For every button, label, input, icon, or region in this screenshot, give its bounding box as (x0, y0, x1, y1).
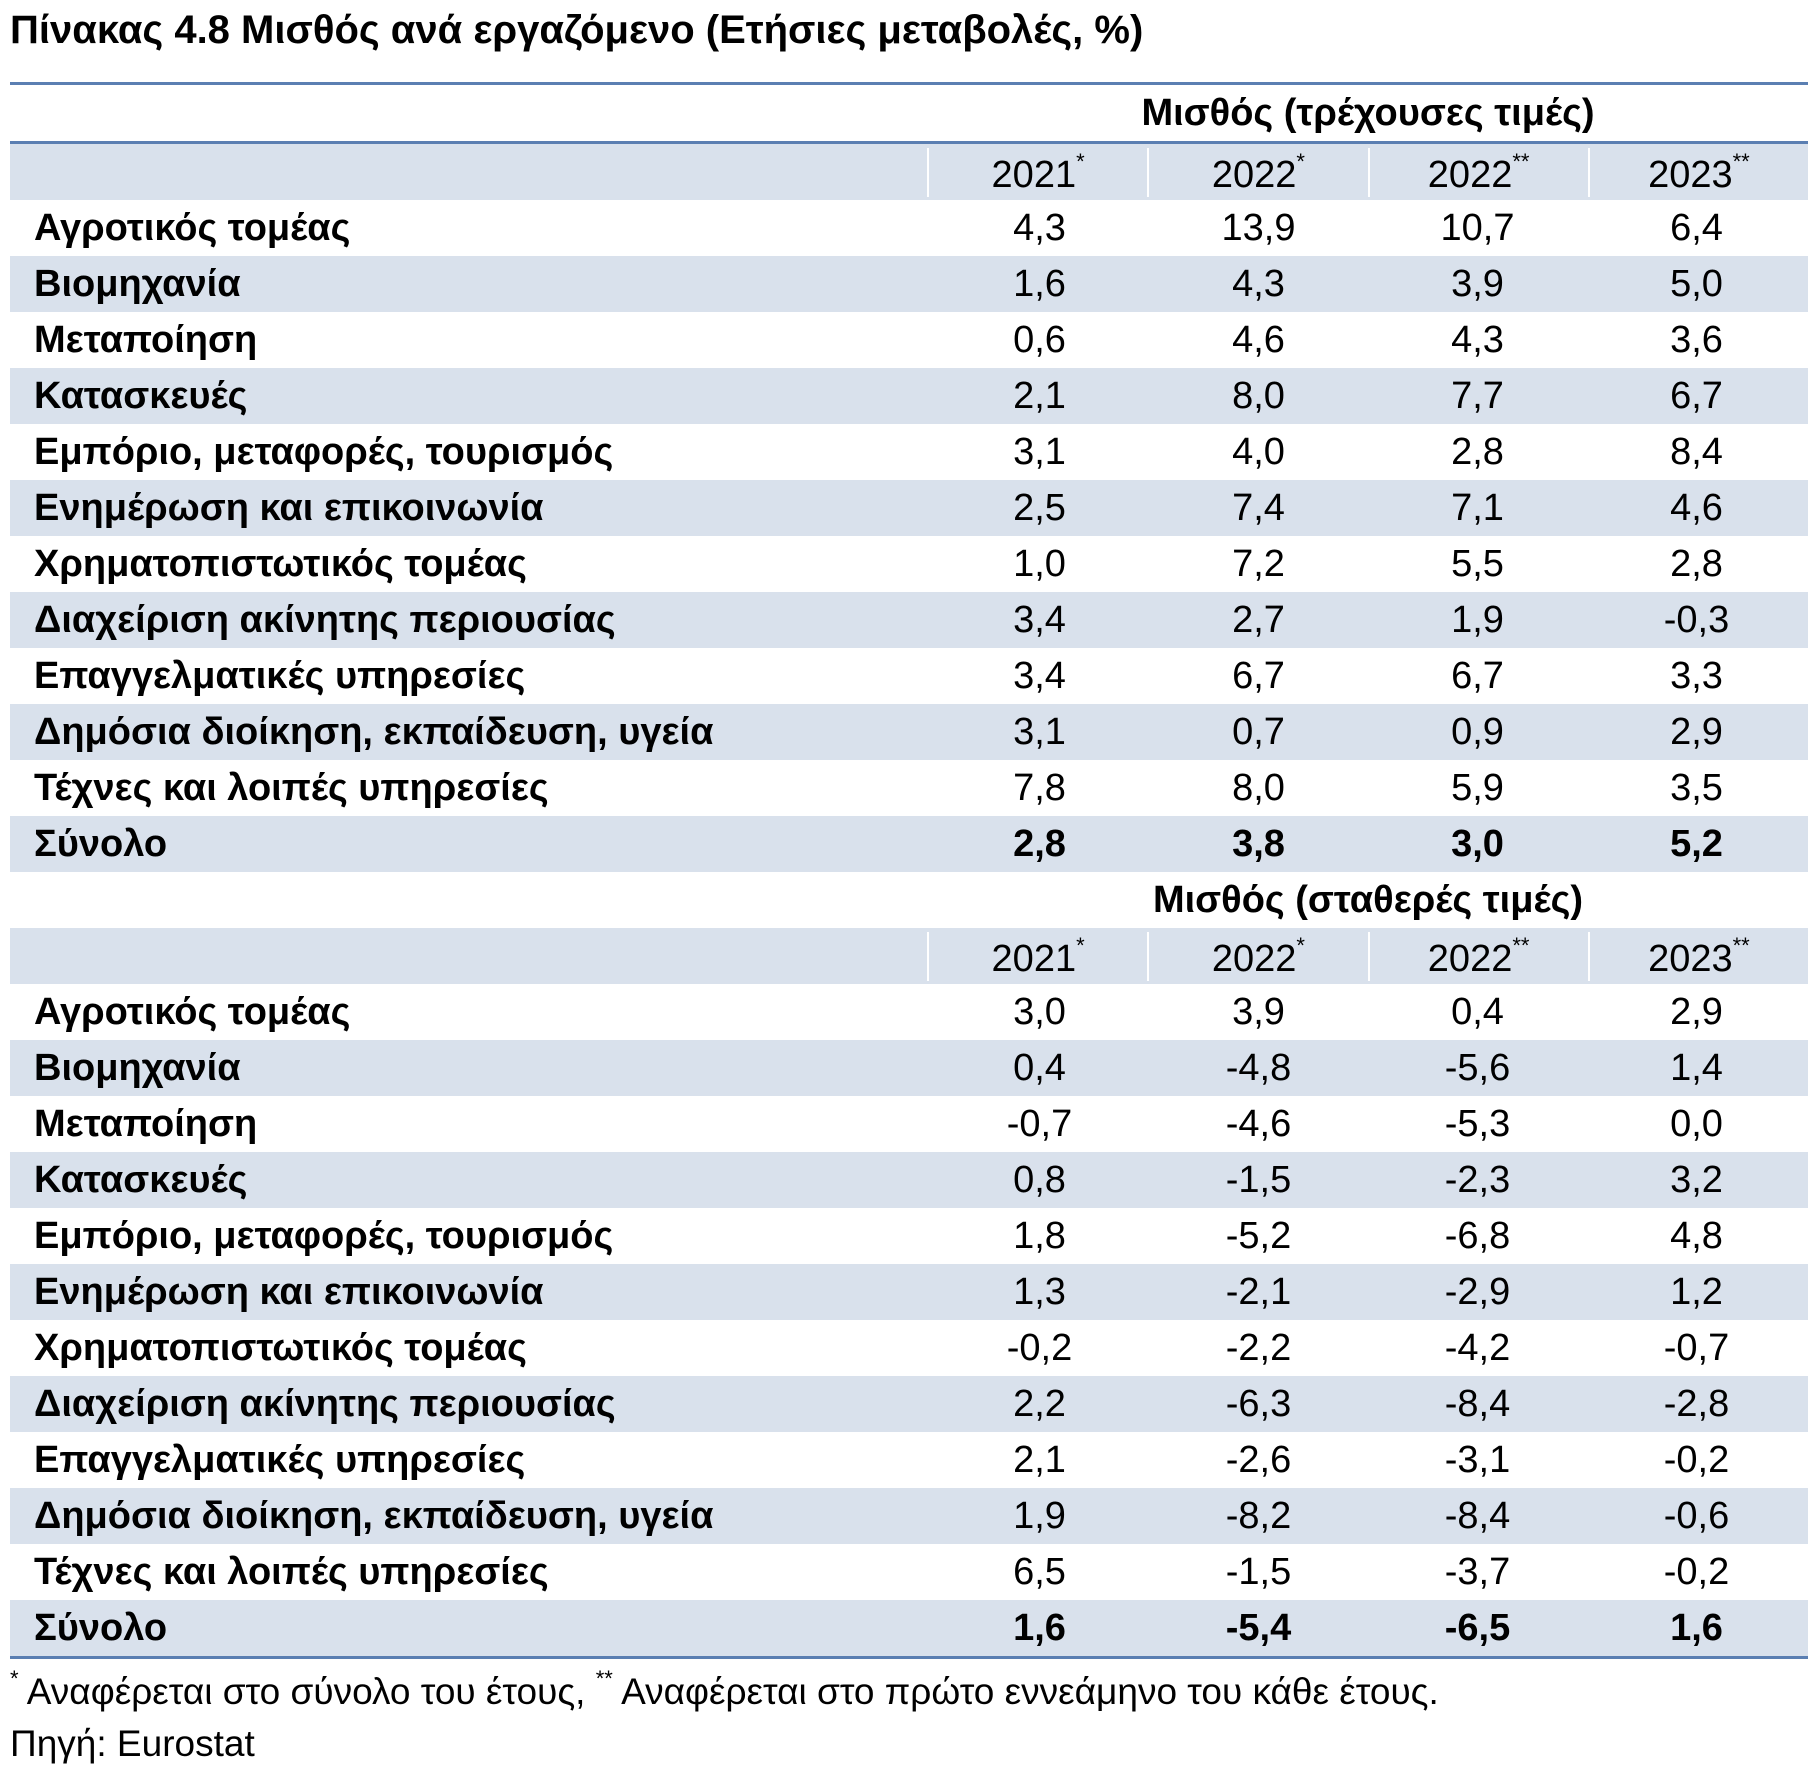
table-cell: 6,7 (1451, 654, 1504, 697)
table-cell: 4,0 (1232, 430, 1285, 473)
table-cell: -0,2 (1663, 1550, 1730, 1593)
table-cell: -0,7 (1663, 1326, 1730, 1369)
table-cell: -6,8 (1444, 1214, 1511, 1257)
table-cell: 5,5 (1451, 542, 1504, 585)
column-header: 2022** (1368, 932, 1588, 981)
table-cell: 1,4 (1670, 1046, 1723, 1089)
table-cell: 2,8 (1451, 430, 1504, 473)
row-label: Εμπόριο, μεταφορές, τουρισμός (34, 430, 614, 473)
table-cell: -2,3 (1444, 1158, 1511, 1201)
table-cell: -3,1 (1444, 1438, 1511, 1481)
table-row (10, 1040, 1808, 1096)
column-header: 2023** (1588, 932, 1808, 981)
table-row (10, 1488, 1808, 1544)
table-cell: -2,1 (1225, 1270, 1292, 1313)
row-label: Ενημέρωση και επικοινωνία (34, 1270, 544, 1313)
row-label: Διαχείριση ακίνητης περιουσίας (34, 1382, 616, 1425)
section-title: Μισθός (σταθερές τιμές) (1152, 878, 1584, 921)
row-label: Κατασκευές (34, 1158, 248, 1201)
table-cell: 1,3 (1013, 1270, 1066, 1313)
table-row (10, 1096, 1808, 1152)
table-cell: 4,6 (1232, 318, 1285, 361)
table-cell: -4,8 (1225, 1046, 1292, 1089)
row-label: Κατασκευές (34, 374, 248, 417)
row-label: Εμπόριο, μεταφορές, τουρισμός (34, 1214, 614, 1257)
table-cell: 4,8 (1670, 1214, 1723, 1257)
table-cell: 1,6 (1670, 1606, 1723, 1649)
bottom-rule (10, 1656, 1808, 1659)
table-cell: -4,6 (1225, 1102, 1292, 1145)
table-cell: 3,0 (1013, 990, 1066, 1033)
row-label: Ενημέρωση και επικοινωνία (34, 486, 544, 529)
table-cell: 3,9 (1451, 262, 1504, 305)
table-cell: 10,7 (1440, 206, 1515, 249)
table-cell: -0,2 (1006, 1326, 1073, 1369)
table-cell: 0,4 (1013, 1046, 1066, 1089)
table-cell: 2,1 (1013, 1438, 1066, 1481)
table-cell: -5,4 (1225, 1606, 1292, 1649)
table-cell: 3,1 (1013, 710, 1066, 753)
table-cell: 13,9 (1221, 206, 1296, 249)
table-cell: -6,3 (1225, 1382, 1292, 1425)
row-label: Επαγγελματικές υπηρεσίες (34, 654, 526, 697)
row-label: Δημόσια διοίκηση, εκπαίδευση, υγεία (34, 1494, 714, 1537)
table-cell: -5,3 (1444, 1102, 1511, 1145)
table-row (10, 1208, 1808, 1264)
table-cell: 3,5 (1670, 766, 1723, 809)
row-label: Επαγγελματικές υπηρεσίες (34, 1438, 526, 1481)
table-cell: 6,5 (1013, 1550, 1066, 1593)
table-cell: 2,8 (1013, 822, 1066, 865)
table-row (10, 312, 1808, 368)
row-label: Σύνολο (34, 822, 168, 865)
table-row (10, 368, 1808, 424)
table-row (10, 200, 1808, 256)
table-cell: 5,9 (1451, 766, 1504, 809)
table-cell: -0,7 (1006, 1102, 1073, 1145)
table-cell: -2,6 (1225, 1438, 1292, 1481)
row-label: Τέχνες και λοιπές υπηρεσίες (34, 766, 549, 809)
table-cell: 2,9 (1670, 710, 1723, 753)
table-cell: 4,3 (1013, 206, 1066, 249)
column-header: 2022* (1147, 148, 1367, 197)
table-cell: 1,9 (1451, 598, 1504, 641)
table-cell: 8,0 (1232, 766, 1285, 809)
table-row (10, 1152, 1808, 1208)
table-row (10, 1320, 1808, 1376)
table-row (10, 592, 1808, 648)
table-cell: 7,4 (1232, 486, 1285, 529)
table-cell: 5,0 (1670, 262, 1723, 305)
table-row (10, 1376, 1808, 1432)
table-row (10, 648, 1808, 704)
table-cell: 0,8 (1013, 1158, 1066, 1201)
table-cell: -1,5 (1225, 1550, 1292, 1593)
table-cell: 0,4 (1451, 990, 1504, 1033)
row-label: Χρηματοπιστωτικός τομέας (34, 1326, 527, 1369)
table-cell: -2,2 (1225, 1326, 1292, 1369)
table-cell: 8,4 (1670, 430, 1723, 473)
table-cell: 6,7 (1670, 374, 1723, 417)
row-label: Βιομηχανία (34, 262, 241, 305)
table-cell: -4,2 (1444, 1326, 1511, 1369)
source-note: Πηγή: Eurostat (10, 1723, 255, 1764)
row-label: Χρηματοπιστωτικός τομέας (34, 542, 527, 585)
table-cell: 7,1 (1451, 486, 1504, 529)
table-cell: 6,4 (1670, 206, 1723, 249)
column-header: 2021* (927, 148, 1147, 197)
column-header: 2021* (927, 932, 1147, 981)
column-header: 2022** (1368, 148, 1588, 197)
table-cell: 3,1 (1013, 430, 1066, 473)
table-cell: 2,9 (1670, 990, 1723, 1033)
table-cell: 1,0 (1013, 542, 1066, 585)
row-label: Αγροτικός τομέας (34, 206, 351, 249)
table-cell: -6,5 (1444, 1606, 1511, 1649)
column-header: 2022* (1147, 932, 1367, 981)
table-cell: 0,0 (1670, 1102, 1723, 1145)
table-cell: 4,3 (1232, 262, 1285, 305)
total-row (10, 816, 1808, 872)
table-cell: 0,6 (1013, 318, 1066, 361)
table-cell: 1,6 (1013, 1606, 1066, 1649)
table-cell: -8,4 (1444, 1382, 1511, 1425)
table-cell: 2,7 (1232, 598, 1285, 641)
table-cell: 3,3 (1670, 654, 1723, 697)
table-row (10, 984, 1808, 1040)
row-label: Τέχνες και λοιπές υπηρεσίες (34, 1550, 549, 1593)
column-header-row (10, 928, 1808, 984)
table-cell: 3,4 (1013, 654, 1066, 697)
table-cell: 4,6 (1670, 486, 1723, 529)
table-cell: 2,5 (1013, 486, 1066, 529)
table-cell: 7,7 (1451, 374, 1504, 417)
footnote (10, 1666, 1439, 1770)
total-row (10, 1600, 1808, 1656)
table-cell: 7,8 (1013, 766, 1066, 809)
row-label: Σύνολο (34, 1606, 168, 1649)
table-cell: 3,0 (1451, 822, 1504, 865)
wage-table (10, 82, 1808, 1659)
table-row (10, 424, 1808, 480)
table-cell: 1,2 (1670, 1270, 1723, 1313)
row-label: Μεταποίηση (34, 318, 258, 361)
row-label: Διαχείριση ακίνητης περιουσίας (34, 598, 616, 641)
table-cell: 4,3 (1451, 318, 1504, 361)
table-cell: -3,7 (1444, 1550, 1511, 1593)
table-cell: -0,6 (1663, 1494, 1730, 1537)
table-cell: -8,2 (1225, 1494, 1292, 1537)
table-cell: 2,8 (1670, 542, 1723, 585)
table-cell: 7,2 (1232, 542, 1285, 585)
table-cell: -0,3 (1663, 598, 1730, 641)
table-cell: 3,2 (1670, 1158, 1723, 1201)
table-cell: -5,6 (1444, 1046, 1511, 1089)
table-cell: 1,8 (1013, 1214, 1066, 1257)
section-title: Μισθός (τρέχουσες τιμές) (1141, 91, 1595, 134)
table-row (10, 536, 1808, 592)
table-cell: 0,9 (1451, 710, 1504, 753)
section-header (10, 872, 1808, 928)
table-cell: 6,7 (1232, 654, 1285, 697)
table-row (10, 704, 1808, 760)
row-label: Δημόσια διοίκηση, εκπαίδευση, υγεία (34, 710, 714, 753)
table-cell: 3,4 (1013, 598, 1066, 641)
table-cell: 5,2 (1670, 822, 1723, 865)
table-cell: -2,9 (1444, 1270, 1511, 1313)
row-label: Μεταποίηση (34, 1102, 258, 1145)
table-row (10, 256, 1808, 312)
table-row (10, 480, 1808, 536)
table-row (10, 1432, 1808, 1488)
row-label: Βιομηχανία (34, 1046, 241, 1089)
table-cell: 1,6 (1013, 262, 1066, 305)
column-header: 2023** (1588, 148, 1808, 197)
table-cell: -2,8 (1663, 1382, 1730, 1425)
table-cell: 1,9 (1013, 1494, 1066, 1537)
table-row (10, 1264, 1808, 1320)
table-title: Πίνακας 4.8 Μισθός ανά εργαζόμενο (Ετήσιες μεταβολές, %) (10, 8, 1144, 52)
table-cell: -0,2 (1663, 1438, 1730, 1481)
table-cell: 2,2 (1013, 1382, 1066, 1425)
table-row (10, 1544, 1808, 1600)
column-header-row (10, 144, 1808, 200)
section-body (10, 200, 1808, 872)
table-cell: 8,0 (1232, 374, 1285, 417)
table-cell: 3,9 (1232, 990, 1285, 1033)
section-body (10, 984, 1808, 1656)
table-cell: 2,1 (1013, 374, 1066, 417)
table-cell: 0,7 (1232, 710, 1285, 753)
table-cell: -5,2 (1225, 1214, 1292, 1257)
table-cell: -1,5 (1225, 1158, 1292, 1201)
footnote-marks: * Αναφέρεται στο σύνολο του έτους, ** Αναφέρεται στο πρώτο εννεάμηνο του κάθε έτους. (10, 1666, 1439, 1712)
table-row (10, 760, 1808, 816)
section-header (10, 85, 1808, 141)
table-cell: -8,4 (1444, 1494, 1511, 1537)
table-cell: 3,8 (1232, 822, 1285, 865)
table-cell: 3,6 (1670, 318, 1723, 361)
row-label: Αγροτικός τομέας (34, 990, 351, 1033)
